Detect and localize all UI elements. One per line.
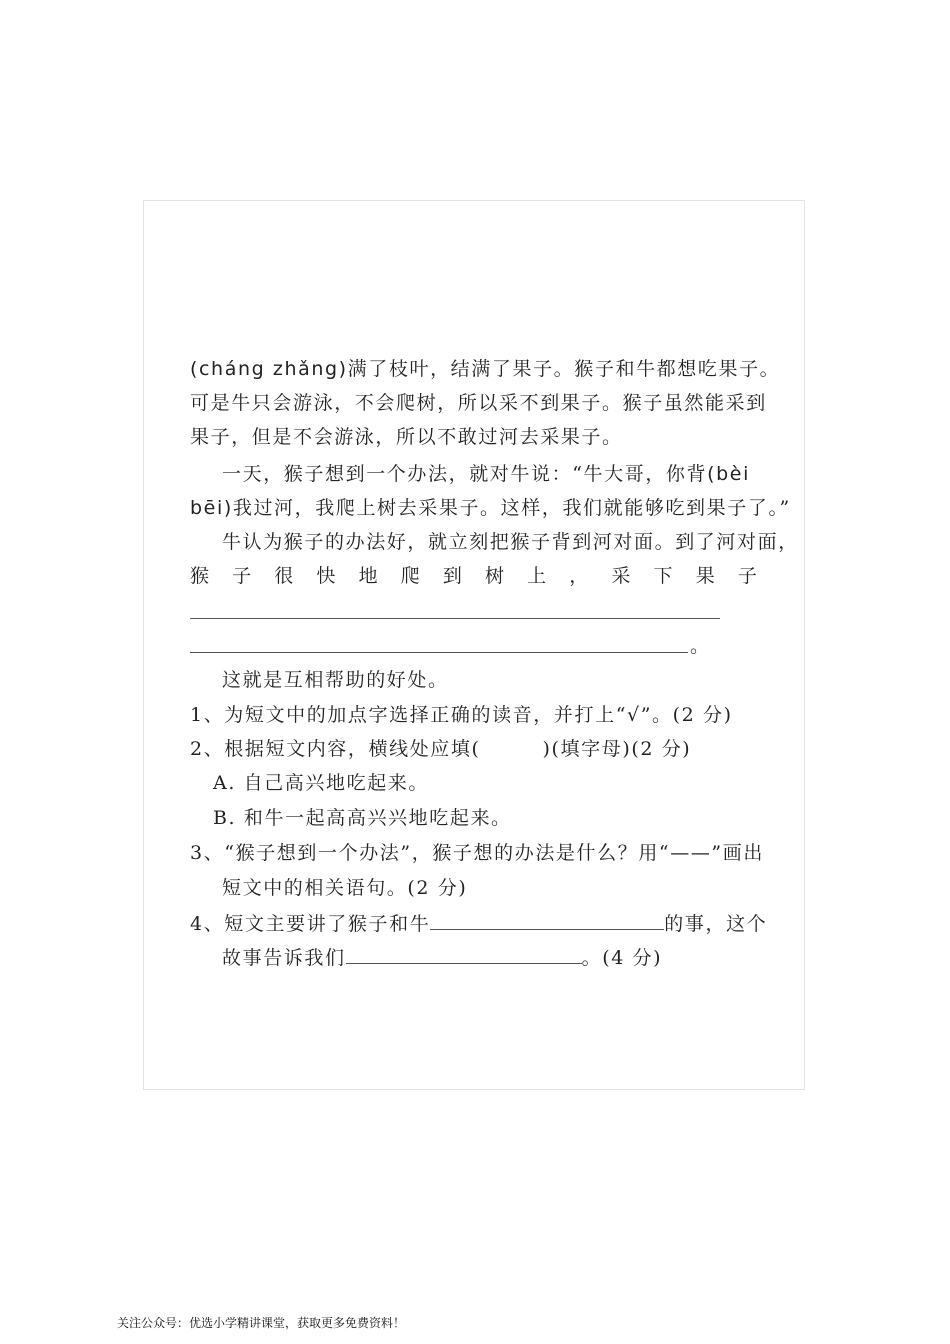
char: 到 (442, 565, 462, 587)
footer-note: 关注公众号：优选小学精讲课堂，获取更多免费资料！ (117, 1316, 406, 1330)
answer-blank-line-1[interactable] (190, 618, 720, 619)
char: 快 (316, 565, 336, 587)
question-4-line-2-suffix: 。(4 分) (581, 947, 663, 969)
question-2-option-a: A. 自己高兴地吃起来。 (213, 772, 430, 794)
question-2 (190, 737, 691, 761)
passage-line-2: 可是牛只会游泳，不会爬树，所以采不到果子。猴子虽然能采到 (190, 392, 767, 414)
passage-line-3: 果子，但是不会游泳，所以不敢过河去采果子。 (190, 426, 623, 448)
char: 下 (653, 565, 673, 587)
question-4-prompt: 4、短文主要讲了猴子和牛 (190, 913, 431, 935)
question-2-option-b: B. 和牛一起高高兴兴地吃起来。 (213, 807, 512, 829)
question-2-prompt: 2、根据短文内容，横线处应填( (190, 738, 481, 760)
char: ， (569, 565, 589, 587)
pinyin-chang-zhang: (cháng zhǎng) (190, 358, 348, 380)
passage-line-7 (190, 564, 757, 588)
char: 地 (358, 565, 378, 587)
passage-line-4-text: 一天，猴子想到一个办法，就对牛说：“牛大哥，你背 (222, 463, 708, 485)
passage-line-5-text: 我过河，我爬上树去采果子。这样，我们就能够吃到果子了。” (232, 497, 791, 519)
char: 果 (695, 565, 715, 587)
question-4-line-2-prompt: 故事告诉我们 (222, 947, 346, 969)
question-4-line-2 (222, 945, 662, 970)
passage-line-9: 这就是互相帮助的好处。 (222, 669, 449, 691)
char: 上 (527, 565, 547, 587)
passage-line-1 (190, 357, 780, 381)
char: 树 (484, 565, 504, 587)
answer-blank-line-2[interactable] (190, 652, 688, 653)
char: 爬 (400, 565, 420, 587)
question-2-suffix: )(填字母)(2 分) (542, 738, 692, 760)
question-4-blank-1[interactable] (430, 911, 664, 930)
question-3-line-1: 3、“猴子想到一个办法”，猴子想的办法是什么？用“——”画出 (190, 842, 764, 864)
question-4-line-1 (190, 911, 767, 936)
char: 子 (232, 565, 252, 587)
blank-end-period: 。 (690, 635, 711, 657)
pinyin-bei-2: bēi) (190, 497, 233, 519)
passage-line-1-text: 满了枝叶，结满了果子。猴子和牛都想吃果子。 (347, 358, 781, 380)
char: 子 (737, 565, 757, 587)
passage-line-4 (222, 462, 750, 486)
question-4-blank-2[interactable] (346, 945, 582, 964)
passage-line-5 (190, 496, 791, 520)
question-1: 1、为短文中的加点字选择正确的读音，并打上“√”。(2 分) (190, 704, 733, 726)
pinyin-bei-1: (bèi (707, 463, 750, 485)
char: 采 (611, 565, 631, 587)
char: 很 (274, 565, 294, 587)
question-4-mid: 的事，这个 (664, 913, 768, 935)
question-2-answer-space[interactable] (481, 737, 543, 755)
passage-line-6: 牛认为猴子的办法好，就立刻把猴子背到河对面。到了河对面， (222, 531, 799, 553)
char: 猴 (190, 565, 210, 587)
question-3-line-2: 短文中的相关语句。(2 分) (222, 877, 468, 899)
